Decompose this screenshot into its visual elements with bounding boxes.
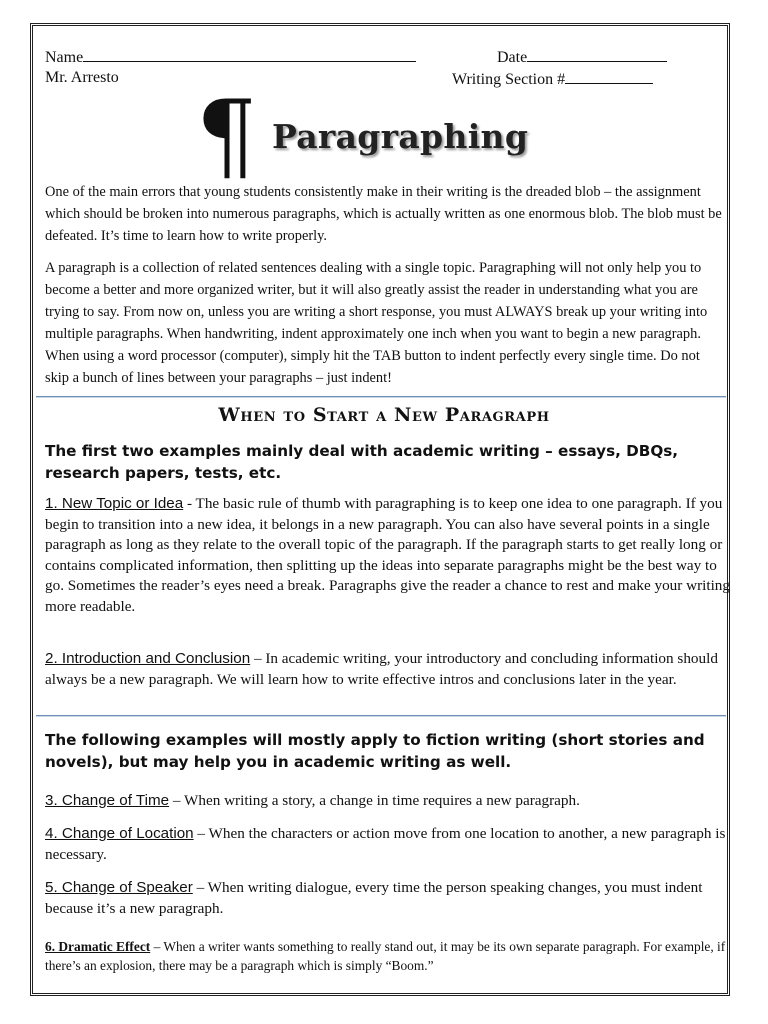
date-label: Date	[497, 49, 528, 66]
item-label: 2. Introduction and Conclusion	[45, 650, 251, 667]
item-text: – When the characters or action move from one location to another, a new paragraph is necessary.	[45, 825, 726, 863]
academic-intro: The first two examples mainly deal with academic writing – essays, DBQs, research papers, tests, etc.	[45, 442, 679, 482]
section-field	[452, 69, 653, 89]
name-field	[45, 47, 416, 67]
list-item	[45, 878, 730, 919]
list-item	[45, 791, 730, 812]
intro-paragraph-2: A paragraph is a collection of related sentences dealing with a single topic. Paragraphing will not only help you to become a better and more organized writer, but it will also greatly assist the reader in understanding what you are trying to say. From now on, unless you are writing a short response, you must ALWAYS break up your writing into multiple paragraphs. When handwriting, indent approximately one inch when you want to begin a new paragraph. When using a word processor (computer), simply hit the TAB button to indent perfectly every single time. Do not skip a bunch of lines between your paragraphs – just indent!	[45, 260, 708, 386]
item-text: – When a writer wants something to really stand out, it may be its own separate paragraph. For example, if there’s an explosion, there may be a paragraph which is simply “Boom.”	[45, 939, 726, 973]
fiction-intro: The following examples will mostly apply to fiction writing (short stories and novels), but may help you in academic writing as well.	[45, 731, 705, 771]
section-divider-top	[36, 396, 726, 397]
name-label: Name	[45, 49, 84, 66]
list-item	[45, 649, 730, 690]
section-heading: When to Start a New Paragraph	[218, 404, 550, 426]
date-field	[497, 47, 667, 67]
intro-paragraph-1: One of the main errors that young students consistently make in their writing is the dreaded blob – the assignment which should be broken into numerous paragraphs, which is actually written as one enormous blob. The blob must be defeated. It’s time to learn how to write properly.	[45, 184, 722, 244]
page-title: Paragraphing	[272, 117, 529, 156]
item-text: - The basic rule of thumb with paragraphing is to keep one idea to one paragraph. If you begin to transition into a new idea, it belongs in a new paragraph. You can also have several points in a single paragraph as long as they relate to the overall topic of the paragraph. If the paragraph starts to get really long or contains complicated information, then splitting up the ideas into separate paragraphs might be the best way to go. Sometimes the reader’s eyes need a break. Paragraphs give the reader a chance to rest and make your writing more readable.	[45, 495, 730, 615]
item-label: 3. Change of Time	[45, 792, 170, 809]
item-text: – When writing dialogue, every time the person speaking changes, you must indent because it’s a new paragraph.	[45, 879, 703, 917]
item-label: 6. Dramatic Effect	[45, 939, 151, 954]
item-label: 4. Change of Location	[45, 825, 194, 842]
list-item	[45, 824, 730, 865]
section-label: Writing Section #	[452, 71, 566, 88]
item-label: 1. New Topic or Idea	[45, 495, 184, 512]
section-divider-bottom	[36, 715, 726, 716]
pilcrow-icon: ¶	[196, 80, 258, 192]
item-text: – In academic writing, your introductory and concluding information should always be a new paragraph. We will learn how to write effective intros and conclusions later in the year.	[45, 650, 718, 688]
item-label: 5. Change of Speaker	[45, 879, 193, 896]
section-blank-line	[565, 69, 653, 84]
name-blank-line	[83, 47, 416, 62]
date-blank-line	[527, 47, 667, 62]
list-item	[45, 494, 730, 617]
list-item	[45, 937, 735, 975]
item-text: – When writing a story, a change in time requires a new paragraph.	[169, 792, 580, 809]
teacher-name: Mr. Arresto	[45, 69, 119, 86]
